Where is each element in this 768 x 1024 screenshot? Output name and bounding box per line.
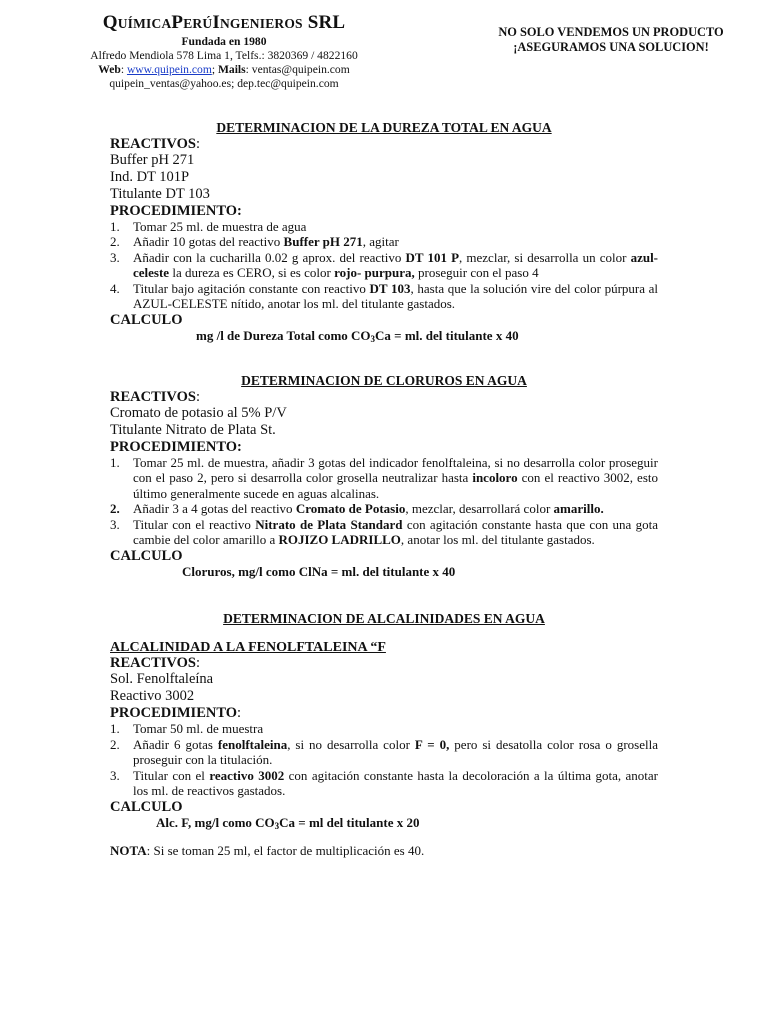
section-title-cloruros: DETERMINACION DE CLORUROS EN AGUA — [241, 373, 527, 388]
contact-line: Web: www.quipein.com; Mails: ventas@quipein.com — [98, 62, 350, 76]
address-line: Alfredo Mendiola 578 Lima 1, Telfs.: 3820369 / 4822160 — [90, 48, 358, 62]
reactivo-item: Buffer pH 271 — [110, 151, 195, 168]
formula-cloruros: Cloruros, mg/l como ClNa = ml. del titulante x 40 — [182, 563, 456, 579]
reactivos-heading: REACTIVOS: — [110, 388, 200, 405]
calculo-heading: CALCULO — [110, 547, 183, 564]
reactivo-item: Titulante DT 103 — [110, 185, 210, 202]
calculo-heading: CALCULO — [110, 798, 183, 815]
procedure-step: 1. Tomar 25 ml. de muestra, añadir 3 gotas del indicador fenolftaleina, si no desarrolla color proseguir con el paso 2, pero si desarrolla color grosella neutralizar hasta incoloro con el reactivo 3002, esto último generalmente sucede en aguas alcalinas. — [110, 454, 658, 501]
procedimiento-heading: PROCEDIMIENTO: — [110, 438, 242, 455]
subsection-title: ALCALINIDAD A LA FENOLFTALEINA “F — [110, 639, 386, 655]
section-title-alcalinidad: DETERMINACION DE ALCALINIDADES EN AGUA — [223, 611, 545, 626]
reactivo-item: Reactivo 3002 — [110, 688, 195, 704]
reactivos-heading: REACTIVOS: — [110, 655, 200, 671]
procedimiento-heading: PROCEDIMIENTO: — [110, 705, 242, 721]
procedure-step: 4. Titular bajo agitación constante con reactivo DT 103, hasta que la solución vire del color púrpura al AZUL-CELESTE nítido, anotar los ml. del titulante gastados. — [110, 280, 659, 311]
company-header — [88, 12, 360, 90]
reactivos-heading: REACTIVOS: — [110, 135, 200, 152]
procedimiento-heading: PROCEDIMIENTO: — [110, 202, 242, 219]
reactivo-item: Ind. DT 101P — [110, 168, 190, 185]
document-body — [110, 120, 658, 859]
procedure-step: 2. Añadir 10 gotas del reactivo Buffer pH 271, agitar — [110, 234, 399, 249]
formula-alcalinidad: Alc. F, mg/l como $CO_3Ca$ = ml del titulante x 20 — [156, 814, 420, 831]
company-name: QUÍMICAPERÚINGENIEROS SRL — [102, 12, 346, 33]
mails-line: quipein_ventas@yahoo.es; dep.tec@quipein.com — [109, 76, 339, 90]
reactivo-item: Sol. Fenolftaleína — [110, 671, 214, 687]
procedure-list — [110, 219, 658, 312]
procedure-step: 2. Añadir 3 a 4 gotas del reactivo Cromato de Potasio, mezclar, desarrollará color amarillo. — [110, 501, 604, 516]
slogan-line-1: NO SOLO VENDEMOS UN PRODUCTO — [498, 25, 724, 39]
note: NOTA: Si se toman 25 ml, el factor de multiplicación es 40. — [110, 843, 425, 858]
slogan — [488, 25, 734, 54]
web-link[interactable]: www.quipein.com — [126, 62, 212, 76]
procedure-step: 3. Titular con el reactivo 3002 con agitación constante hasta la decoloración a la última gota, anotar los ml. de reactivos gastados. — [110, 767, 658, 798]
procedure-step: 3. Titular con el reactivo Nitrato de Plata Standard con agitación constante hasta que con una gota cambie del color amarillo a ROJIZO LADRILLO, anotar los ml. del titulante gastados. — [110, 516, 658, 547]
founded-line: Fundada en 1980 — [181, 34, 267, 48]
procedure-list — [110, 721, 658, 799]
reactivo-item: Cromato de potasio al 5% P/V — [110, 404, 287, 421]
reactivo-item: Titulante Nitrato de Plata St. — [110, 421, 276, 438]
procedure-list — [110, 455, 658, 548]
procedure-step: 1. Tomar 50 ml. de muestra — [110, 721, 264, 736]
calculo-heading: CALCULO — [110, 311, 183, 328]
slogan-line-2: ¡ASEGURAMOS UNA SOLUCION! — [513, 39, 709, 54]
procedure-step: 3. Añadir con la cucharilla 0.02 g aprox. del reactivo DT 101 P, mezclar, si desarrolla un color azul-celeste la dureza es CERO, si es color rojo- purpura, proseguir con el paso 4 — [110, 249, 659, 280]
procedure-step: 1. Tomar 25 ml. de muestra de agua — [110, 218, 307, 234]
formula-dureza: mg /l de Dureza Total como $CO_3Ca$ = ml. del titulante x 40 — [196, 327, 519, 344]
procedure-step: 2. Añadir 6 gotas fenolftaleina, si no desarrolla color F = 0, pero si desatolla color rosa o grosella proseguir con la titulación. — [110, 736, 658, 767]
section-title-dureza: DETERMINACION DE LA DUREZA TOTAL EN AGUA — [216, 120, 552, 135]
